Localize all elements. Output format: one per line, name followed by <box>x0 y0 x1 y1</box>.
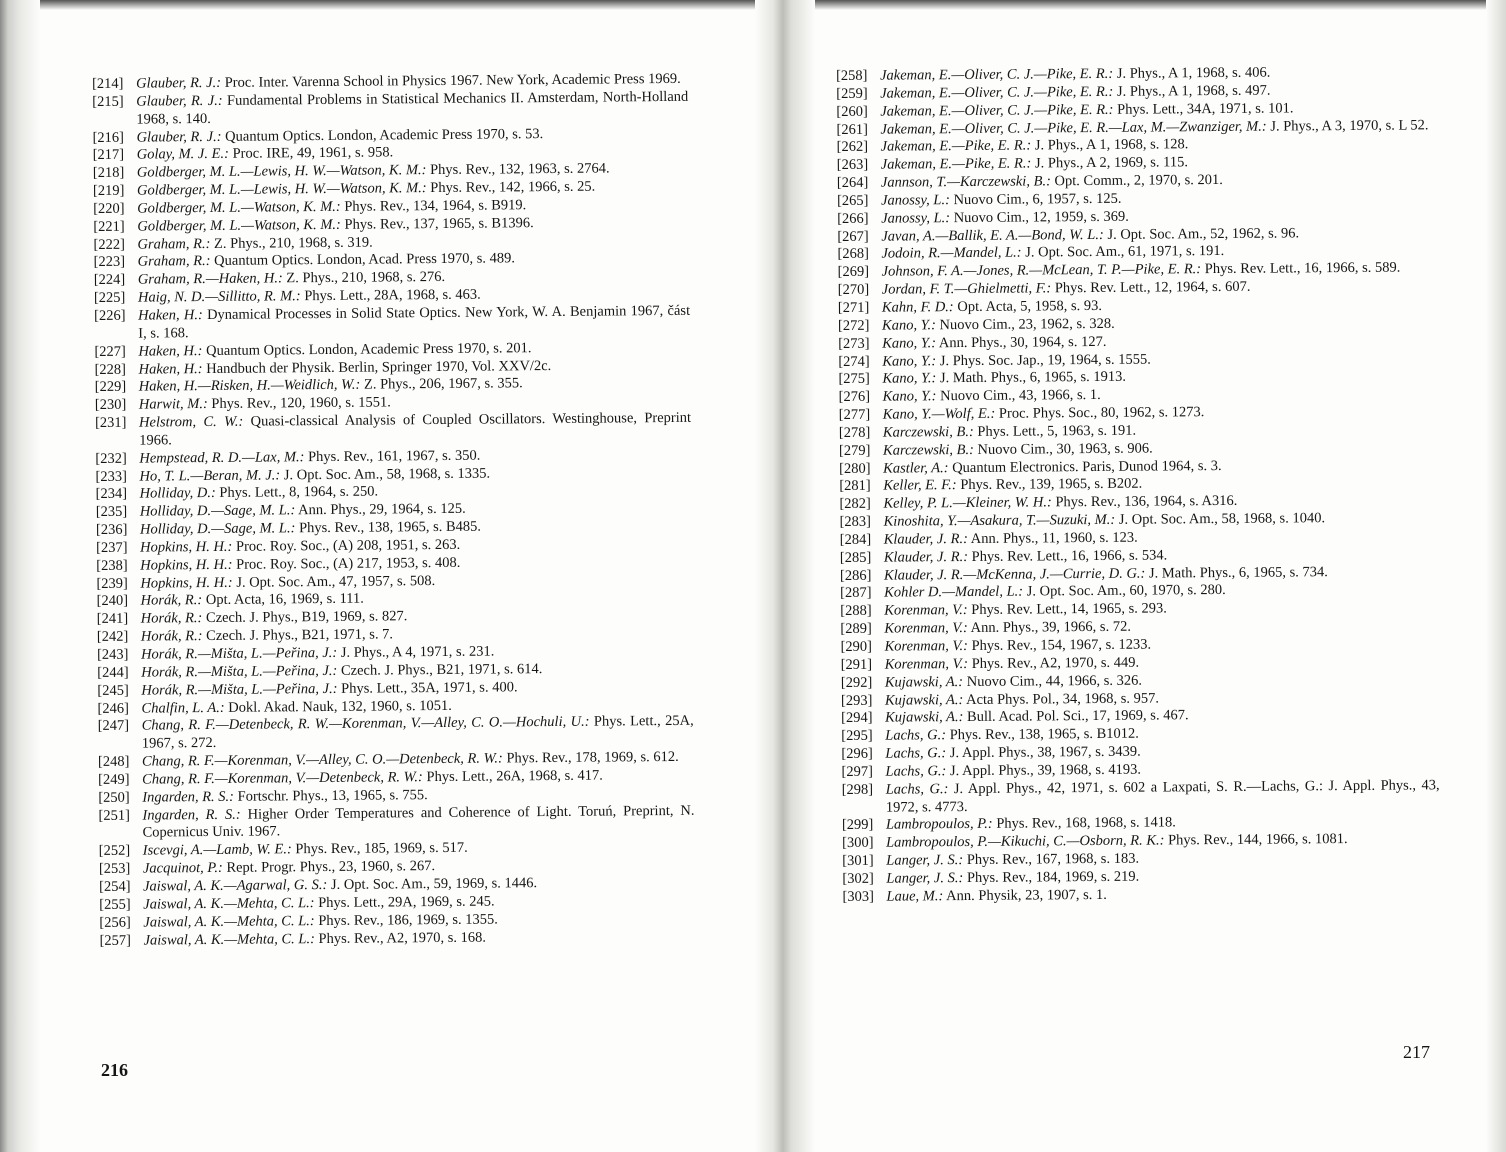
reference-source: J. Phys., A 1, 1968, s. 406. <box>1116 64 1271 82</box>
reference-number: [236] <box>95 521 128 539</box>
reference-source: Quantum Optics. London, Academic Press 1970, s. 201. <box>205 339 532 359</box>
reference-authors: Kohler D.—Mandel, L.: <box>884 584 1024 602</box>
reference-authors: Klauder, J. R.—McKenna, J.—Currie, D. G.: <box>883 565 1146 584</box>
reference-number: [269] <box>837 264 870 281</box>
reference-number: [262] <box>836 139 869 156</box>
reference-number: [263] <box>836 156 869 174</box>
reference-authors: Graham, R.: <box>137 253 211 271</box>
reference-number: [288] <box>840 603 872 620</box>
reference-source: Phys. Lett., 26A, 1968, s. 417. <box>426 767 603 786</box>
reference-source: J. Appl. Phys., 38, 1967, s. 3439. <box>949 743 1141 762</box>
reference-authors: Karczewski, B.: <box>882 441 974 459</box>
reference-authors: Klauder, J. R.: <box>883 530 968 548</box>
reference-number: [243] <box>96 646 129 663</box>
reference-number: [271] <box>837 299 870 316</box>
reference-number: [224] <box>93 271 126 289</box>
reference-source: Phys. Rev., 168, 1968, s. 1418. <box>996 814 1176 833</box>
reference-source: Fortschr. Phys., 13, 1965, s. 755. <box>237 786 428 805</box>
reference-authors: Kahn, F. D.: <box>881 299 954 316</box>
reference-source: Phys. Rev. Lett., 16, 1966, s. 589. <box>1204 259 1401 278</box>
reference-authors: Jaiswal, A. K.—Agarwal, G. S.: <box>143 876 328 895</box>
reference-authors: Holliday, D.—Sage, M. L.: <box>139 502 296 520</box>
reference-authors: Glauber, R. J.: <box>136 128 222 146</box>
reference-authors: Jacquinot, P.: <box>142 860 223 877</box>
reference-number: [286] <box>839 567 872 584</box>
page-number-right: 217 <box>1403 1042 1430 1062</box>
reference-authors: Goldberger, M. L.—Watson, K. M.: <box>137 216 341 235</box>
reference-source: Phys. Rev., 136, 1964, s. A316. <box>1055 493 1238 511</box>
reference-number: [252] <box>98 842 131 860</box>
reference-authors: Kujawski, A.: <box>885 709 964 727</box>
reference-number: [232] <box>95 450 127 467</box>
reference-authors: Kujawski, A.: <box>884 691 964 709</box>
reference-source: J. Opt. Soc. Am., 47, 1957, s. 508. <box>236 572 436 591</box>
reference-entry <box>99 927 695 950</box>
reference-number: [245] <box>97 682 129 699</box>
reference-number: [229] <box>94 379 127 396</box>
reference-source: Phys. Lett., 35A, 1971, s. 400. <box>341 678 518 697</box>
reference-source: Phys. Rev., 138, 1965, s. B1012. <box>949 725 1139 744</box>
reference-authors: Chalfin, L. A.: <box>141 699 225 717</box>
reference-authors: Kano, Y.: <box>881 317 936 334</box>
reference-number: [264] <box>836 174 869 192</box>
reference-number: [254] <box>99 878 131 895</box>
reference-source: J. Phys., A 3, 1970, s. L 52. <box>1270 116 1429 135</box>
reference-authors: Kujawski, A.: <box>884 673 964 691</box>
reference-authors: Ho, T. L.—Beran, M. J.: <box>139 466 281 485</box>
reference-source: Phys. Rev., 138, 1965, s. B485. <box>298 518 482 537</box>
reference-number: [214] <box>92 75 124 92</box>
reference-authors: Kastler, A.: <box>883 459 949 477</box>
reference-authors: Hopkins, H. H.: <box>140 574 233 592</box>
reference-authors: Glauber, R. J.: <box>135 74 222 92</box>
reference-number: [249] <box>98 771 130 788</box>
reference-number: [287] <box>840 585 872 602</box>
reference-source: Quasi-classical Analysis of Coupled Oscillators. Westinghouse, Preprint 1966. <box>139 409 692 449</box>
reference-number: [222] <box>93 236 125 253</box>
reference-authors: Korenman, V.: <box>884 637 968 655</box>
reference-source: Proc. Roy. Soc., (A) 217, 1953, s. 408. <box>236 554 461 573</box>
reference-number: [246] <box>97 700 130 717</box>
reference-text <box>143 927 695 950</box>
reference-source: Quantum Optics. London, Academic Press 1970, s. 53. <box>225 125 544 145</box>
reference-source: Nuovo Cim., 6, 1957, s. 125. <box>953 190 1122 208</box>
reference-source: Proc. Inter. Varenna School in Physics 1967. New York, Academic Press 1969. <box>224 70 681 91</box>
reference-authors: Johnson, F. A.—Jones, R.—McLean, T. P.—Pike, E. R.: <box>881 261 1202 280</box>
reference-source: Czech. J. Phys., B21, 1971, s. 7. <box>206 626 394 645</box>
reference-source: Ann. Physik, 23, 1907, s. 1. <box>946 886 1107 904</box>
reference-source: Phys. Rev., 186, 1969, s. 1355. <box>318 911 498 929</box>
reference-authors: Chang, R. F.—Korenman, V.—Detenbeck, R. W.: <box>142 769 423 788</box>
reference-source: Z. Phys., 210, 1968, s. 276. <box>286 269 446 287</box>
reference-number: [223] <box>93 254 126 271</box>
reference-source: Z. Phys., 210, 1968, s. 319. <box>213 234 373 252</box>
reference-authors: Jannson, T.—Karczewski, B.: <box>880 173 1051 191</box>
reference-authors: Horák, R.: <box>140 628 203 645</box>
reference-number: [280] <box>839 460 871 477</box>
reference-authors: Hopkins, H. H.: <box>140 538 233 556</box>
reference-authors: Keller, E. F.: <box>883 477 957 495</box>
reference-number: [253] <box>98 860 131 878</box>
reference-source: J. Phys., A 4, 1971, s. 231. <box>340 643 495 661</box>
reference-source: Nuovo Cim., 12, 1959, s. 369. <box>953 208 1129 226</box>
reference-number: [247] <box>97 718 130 735</box>
reference-authors: Korenman, V.: <box>884 602 968 619</box>
reference-authors: Kano, Y.: <box>882 388 937 405</box>
reference-authors: Golay, M. J. E.: <box>136 146 229 163</box>
reference-authors: Glauber, R. J.: <box>136 92 223 110</box>
reference-source: Phys. Rev., A2, 1970, s. 449. <box>971 654 1140 672</box>
reference-source: J. Opt. Soc. Am., 61, 1971, s. 191. <box>1025 243 1225 261</box>
reference-number: [278] <box>838 424 871 441</box>
reference-number: [234] <box>95 486 128 503</box>
reference-authors: Horák, R.: <box>140 610 203 627</box>
reference-source: Proc. Phys. Soc., 80, 1962, s. 1273. <box>998 404 1205 422</box>
reference-authors: Hopkins, H. H.: <box>140 556 233 574</box>
reference-authors: Kano, Y.: <box>882 370 937 387</box>
reference-source: J. Opt. Soc. Am., 52, 1962, s. 96. <box>1107 224 1300 243</box>
reference-number: [237] <box>96 539 128 556</box>
reference-number: [277] <box>838 406 871 424</box>
reference-source: Quantum Optics. London, Acad. Press 1970, s. 489. <box>214 250 516 270</box>
reference-source: Phys. Lett., 8, 1964, s. 250. <box>219 483 379 502</box>
reference-source: J. Phys., A 1, 1968, s. 497. <box>1116 82 1271 100</box>
reference-authors: Lachs, G.: <box>885 780 949 798</box>
reference-text <box>138 303 690 344</box>
reference-entry <box>98 802 694 843</box>
reference-source: Ann. Phys., 29, 1964, s. 125. <box>298 501 466 519</box>
reference-number: [296] <box>841 745 873 763</box>
reference-entry <box>95 410 691 451</box>
reference-source: Phys. Rev. Lett., 14, 1965, s. 293. <box>971 600 1167 619</box>
reference-number: [231] <box>94 414 127 432</box>
reference-source: Opt. Acta, 16, 1969, s. 111. <box>205 591 364 609</box>
reference-authors: Lachs, G.: <box>885 745 947 762</box>
reference-source: Acta Phys. Pol., 34, 1968, s. 957. <box>966 690 1160 708</box>
reference-number: [273] <box>838 335 870 352</box>
reference-authors: Korenman, V.: <box>884 620 968 637</box>
reference-source: Proc. Roy. Soc., (A) 208, 1951, s. 263. <box>235 536 461 555</box>
reference-number: [250] <box>98 789 130 806</box>
reference-authors: Goldberger, M. L.—Lewis, H. W.—Watson, K. M.: <box>136 180 427 199</box>
reference-source: Quantum Electronics. Paris, Dunod 1964, s. 3. <box>952 457 1222 476</box>
reference-authors: Jakeman, E.—Oliver, C. J.—Pike, E. R.—Lax, M.—Zwanziger, M.: <box>880 118 1267 138</box>
reference-authors: Haken, H.: <box>138 307 203 324</box>
reference-number: [294] <box>841 710 873 727</box>
reference-number: [244] <box>97 664 129 681</box>
reference-number: [240] <box>96 593 129 610</box>
reference-source: Phys. Lett., 28A, 1968, s. 463. <box>304 286 481 305</box>
reference-number: [238] <box>96 557 128 574</box>
left-page-references <box>92 71 696 951</box>
reference-entry <box>842 884 1440 907</box>
top-shadow <box>0 0 1506 10</box>
reference-authors: Jaiswal, A. K.—Mehta, C. L.: <box>143 930 315 949</box>
reference-number: [285] <box>839 549 872 566</box>
reference-source: Phys. Rev., 154, 1967, s. 1233. <box>971 636 1152 654</box>
reference-number: [255] <box>99 896 131 913</box>
reference-authors: Iscevgi, A.—Lamb, W. E.: <box>142 841 292 859</box>
reference-number: [233] <box>95 468 127 485</box>
reference-source: Phys. Rev., 185, 1969, s. 517. <box>295 840 468 858</box>
reference-source: J. Opt. Soc. Am., 59, 1969, s. 1446. <box>330 875 538 893</box>
reference-number: [221] <box>93 218 125 235</box>
reference-number: [299] <box>841 817 874 834</box>
reference-authors: Harwit, M.: <box>138 396 208 413</box>
reference-source: Ann. Phys., 30, 1964, s. 127. <box>938 333 1107 351</box>
reference-source: Czech. J. Phys., B19, 1969, s. 827. <box>205 608 408 627</box>
reference-number: [225] <box>93 289 126 307</box>
reference-authors: Ingarden, R. S.: <box>142 806 241 824</box>
reference-number: [270] <box>837 281 870 299</box>
reference-source: Phys. Rev. Lett., 16, 1966, s. 534. <box>971 547 1168 565</box>
reference-authors: Janossy, L.: <box>880 192 950 209</box>
reference-number: [303] <box>842 888 874 905</box>
book-gutter <box>755 0 815 1152</box>
reference-authors: Lachs, G.: <box>885 727 947 744</box>
reference-authors: Jakeman, E.—Pike, E. R.: <box>880 155 1032 173</box>
reference-authors: Horák, R.: <box>140 592 203 610</box>
reference-authors: Haken, H.—Risken, H.—Weidlich, W.: <box>138 377 361 395</box>
reference-authors: Haig, N. D.—Sillitto, R. M.: <box>137 288 301 306</box>
reference-number: [268] <box>837 246 869 263</box>
reference-number: [257] <box>99 932 132 949</box>
reference-source: Higher Order Temperatures and Coherence of Light. Toruń, Preprint, N. Copernicus Univ. 1967. <box>142 802 695 842</box>
reference-authors: Jodoin, R.—Mandel, L.: <box>881 244 1022 263</box>
reference-entry <box>94 303 690 344</box>
reference-source: J. Opt. Soc. Am., 58, 1968, s. 1335. <box>283 465 491 483</box>
reference-number: [258] <box>836 67 868 84</box>
reference-source: Phys. Rev., 144, 1966, s. 1081. <box>1168 831 1348 849</box>
reference-authors: Kano, Y.: <box>882 352 937 370</box>
reference-number: [279] <box>838 442 871 459</box>
reference-authors: Horák, R.—Mišta, L.—Peřina, J.: <box>140 644 338 663</box>
reference-number: [291] <box>840 656 873 673</box>
reference-number: [281] <box>839 478 871 495</box>
reference-number: [251] <box>98 807 130 824</box>
reference-authors: Jakeman, E.—Oliver, C. J.—Pike, E. R.: <box>880 101 1114 120</box>
reference-source: Phys. Rev., 142, 1966, s. 25. <box>430 178 596 197</box>
reference-number: [220] <box>93 200 125 217</box>
reference-number: [284] <box>839 531 872 548</box>
reference-number: [261] <box>836 121 868 138</box>
reference-authors: Graham, R.: <box>137 235 211 253</box>
reference-number: [289] <box>840 620 872 638</box>
reference-authors: Lachs, G.: <box>885 763 947 780</box>
reference-source: Phys. Rev., 161, 1967, s. 350. <box>308 447 481 465</box>
reference-text <box>142 802 694 843</box>
reference-number: [266] <box>837 210 869 227</box>
reference-number: [239] <box>96 575 128 592</box>
reference-number: [219] <box>92 182 125 200</box>
reference-source: Dynamical Processes in Solid State Optics. New York, W. A. Benjamin 1967, část I, s. 168. <box>138 302 691 342</box>
reference-authors: Holliday, D.: <box>139 485 216 503</box>
reference-source: Opt. Comm., 2, 1970, s. 201. <box>1054 172 1223 190</box>
reference-authors: Holliday, D.—Sage, M. L.: <box>139 520 296 538</box>
reference-source: Phys. Lett., 29A, 1969, s. 245. <box>318 893 495 911</box>
reference-source: Phys. Rev., 167, 1968, s. 183. <box>966 850 1140 869</box>
reference-authors: Jaiswal, A. K.—Mehta, C. L.: <box>143 912 315 931</box>
reference-source: J. Math. Phys., 6, 1965, s. 1913. <box>939 369 1127 387</box>
reference-number: [267] <box>837 228 869 245</box>
reference-number: [265] <box>836 192 869 209</box>
reference-source: Phys. Lett., 25A, 1967, s. 272. <box>141 713 694 752</box>
reference-number: [260] <box>836 103 868 120</box>
reference-source: Rept. Progr. Phys., 23, 1960, s. 267. <box>226 858 436 876</box>
reference-source: Ann. Phys., 39, 1966, s. 72. <box>970 618 1131 637</box>
reference-number: [282] <box>839 495 871 513</box>
reference-source: J. Opt. Soc. Am., 60, 1970, s. 280. <box>1026 582 1226 600</box>
reference-authors: Graham, R.—Haken, H.: <box>137 270 283 288</box>
reference-source: Czech. J. Phys., B21, 1971, s. 614. <box>340 660 543 679</box>
reference-source: Ann. Phys., 11, 1960, s. 123. <box>970 529 1138 547</box>
reference-entry <box>98 713 694 754</box>
reference-source: J. Math. Phys., 6, 1965, s. 734. <box>1148 563 1328 582</box>
reference-source: Nuovo Cim., 44, 1966, s. 326. <box>966 672 1143 690</box>
reference-source: Nuovo Cim., 30, 1963, s. 906. <box>977 440 1153 458</box>
reference-number: [256] <box>99 914 131 931</box>
reference-source: Z. Phys., 206, 1967, s. 355. <box>363 375 523 393</box>
reference-number: [274] <box>838 353 870 370</box>
reference-authors: Kano, Y.—Wolf, E.: <box>882 405 996 423</box>
reference-source: Phys. Rev., 139, 1965, s. B202. <box>960 476 1143 494</box>
reference-text <box>139 410 691 451</box>
reference-number: [292] <box>840 674 873 691</box>
reference-authors: Horák, R.—Mišta, L.—Peřina, J.: <box>141 662 338 681</box>
reference-entry <box>842 777 1440 817</box>
reference-source: Phys. Rev., A2, 1970, s. 168. <box>318 929 486 947</box>
reference-number: [300] <box>842 835 874 852</box>
reference-text <box>886 884 1440 906</box>
reference-number: [275] <box>838 371 870 388</box>
reference-number: [228] <box>94 361 127 378</box>
reference-authors: Helstrom, C. W.: <box>138 413 244 431</box>
reference-source: Proc. IRE, 49, 1961, s. 958. <box>232 144 394 163</box>
reference-source: J. Phys., A 1, 1968, s. 128. <box>1034 136 1189 154</box>
reference-source: Opt. Acta, 5, 1958, s. 93. <box>957 297 1103 316</box>
reference-number: [241] <box>96 611 129 628</box>
reference-number: [283] <box>839 513 872 531</box>
reference-number: [295] <box>841 727 873 745</box>
reference-authors: Lambropoulos, P.—Kikuchi, C.—Osborn, R. K.: <box>886 832 1165 851</box>
reference-source: J. Phys., A 2, 1969, s. 115. <box>1034 154 1188 172</box>
reference-authors: Karczewski, B.: <box>882 423 974 441</box>
reference-number: [226] <box>94 307 126 324</box>
reference-authors: Ingarden, R. S.: <box>142 788 235 806</box>
reference-authors: Goldberger, M. L.—Watson, K. M.: <box>137 198 341 217</box>
reference-authors: Lambropoulos, P.: <box>885 816 993 834</box>
reference-source: Nuovo Cim., 23, 1962, s. 328. <box>939 315 1115 334</box>
reference-source: Phys. Rev., 132, 1963, s. 2764. <box>430 160 610 179</box>
reference-number: [242] <box>96 628 129 646</box>
reference-number: [230] <box>94 396 127 414</box>
reference-number: [218] <box>92 164 125 182</box>
reference-authors: Jordan, F. T.—Ghielmetti, F.: <box>881 280 1052 298</box>
reference-entry <box>92 89 688 130</box>
reference-text <box>886 777 1440 817</box>
reference-authors: Chang, R. F.—Korenman, V.—Alley, C. O.—Detenbeck, R. W.: <box>141 750 503 770</box>
reference-source: Phys. Rev., 137, 1965, s. B1396. <box>344 214 534 233</box>
reference-text <box>142 713 694 754</box>
reference-authors: Horák, R.—Mišta, L.—Peřina, J.: <box>141 680 338 699</box>
reference-authors: Jakeman, E.—Pike, E. R.: <box>880 137 1032 156</box>
reference-number: [301] <box>842 852 874 870</box>
reference-authors: Javan, A.—Ballik, E. A.—Bond, W. L.: <box>881 226 1104 245</box>
reference-authors: Hempstead, R. D.—Lax, M.: <box>139 448 305 467</box>
reference-authors: Langer, J. S.: <box>886 869 964 887</box>
reference-number: [216] <box>92 129 125 146</box>
reference-source: J. Phys. Soc. Jap., 19, 1964, s. 1555. <box>939 351 1151 369</box>
left-page-edge <box>0 0 40 1152</box>
reference-source: Phys. Lett., 34A, 1971, s. 101. <box>1117 100 1294 118</box>
reference-source: Bull. Acad. Pol. Sci., 17, 1969, s. 467. <box>966 707 1189 726</box>
reference-source: Phys. Rev. Lett., 12, 1964, s. 607. <box>1054 278 1251 297</box>
reference-authors: Kano, Y.: <box>882 334 937 352</box>
reference-number: [290] <box>840 638 873 655</box>
reference-authors: Langer, J. S.: <box>886 852 964 869</box>
reference-source: Dokl. Akad. Nauk, 132, 1960, s. 1051. <box>228 697 452 716</box>
right-page-references <box>836 63 1441 906</box>
reference-authors: Jakeman, E.—Oliver, C. J.—Pike, E. R.: <box>880 83 1114 102</box>
reference-number: [227] <box>94 343 126 360</box>
reference-authors: Klauder, J. R.: <box>883 548 969 566</box>
reference-source: Handbuch der Physik. Berlin, Springer 1970, Vol. XXV/2c. <box>206 357 552 377</box>
reference-authors: Haken, H.: <box>138 360 203 378</box>
reference-source: Phys. Rev., 134, 1964, s. B919. <box>344 197 527 215</box>
reference-authors: Laue, M.: <box>886 887 944 905</box>
reference-number: [298] <box>841 781 874 798</box>
reference-source: Nuovo Cim., 43, 1966, s. 1. <box>940 387 1101 405</box>
reference-source: J. Appl. Phys., 39, 1968, s. 4193. <box>949 761 1141 780</box>
reference-source: Fundamental Problems in Statistical Mechanics II. Amsterdam, North-Holland 1968, s. 140. <box>136 88 689 128</box>
reference-authors: Haken, H.: <box>138 342 203 360</box>
reference-authors: Janossy, L.: <box>881 209 951 227</box>
reference-number: [217] <box>92 147 125 164</box>
reference-authors: Kelley, P. L.—Kleiner, W. H.: <box>883 494 1052 512</box>
reference-source: Phys. Rev., 178, 1969, s. 612. <box>506 748 679 767</box>
reference-number: [259] <box>836 85 868 102</box>
reference-source: J. Opt. Soc. Am., 58, 1968, s. 1040. <box>1118 510 1326 528</box>
reference-authors: Goldberger, M. L.—Lewis, H. W.—Watson, K. M.: <box>136 162 427 181</box>
reference-authors: Chang, R. F.—Detenbeck, R. W.—Korenman, V.—Alley, C. O.—Hochuli, U.: <box>141 714 590 734</box>
reference-source: Phys. Rev., 120, 1960, s. 1551. <box>211 394 391 413</box>
reference-number: [248] <box>97 753 130 771</box>
reference-authors: Korenman, V.: <box>884 655 969 673</box>
reference-number: [235] <box>95 503 128 521</box>
reference-source: Phys. Rev., 184, 1969, s. 219. <box>966 868 1140 886</box>
right-page-edge <box>1486 0 1506 1152</box>
page-number-left: 216 <box>101 1060 128 1080</box>
reference-number: [276] <box>838 388 871 406</box>
reference-authors: Kinoshita, Y.—Asakura, T.—Suzuki, M.: <box>883 511 1116 530</box>
reference-number: [272] <box>837 317 870 334</box>
reference-number: [215] <box>92 93 124 110</box>
reference-text <box>136 89 688 130</box>
reference-number: [293] <box>840 692 873 709</box>
reference-authors: Jakeman, E.—Oliver, C. J.—Pike, E. R.: <box>879 65 1114 84</box>
reference-source: J. Appl. Phys., 42, 1971, s. 602 a Laxpati, S. R.—Lachs, G.: J. Appl. Phys., 43, 1972, s. 4773. <box>885 777 1440 816</box>
reference-number: [297] <box>841 763 874 780</box>
reference-authors: Jaiswal, A. K.—Mehta, C. L.: <box>143 894 315 913</box>
reference-number: [302] <box>842 870 874 887</box>
reference-source: Phys. Lett., 5, 1963, s. 191. <box>977 422 1137 440</box>
